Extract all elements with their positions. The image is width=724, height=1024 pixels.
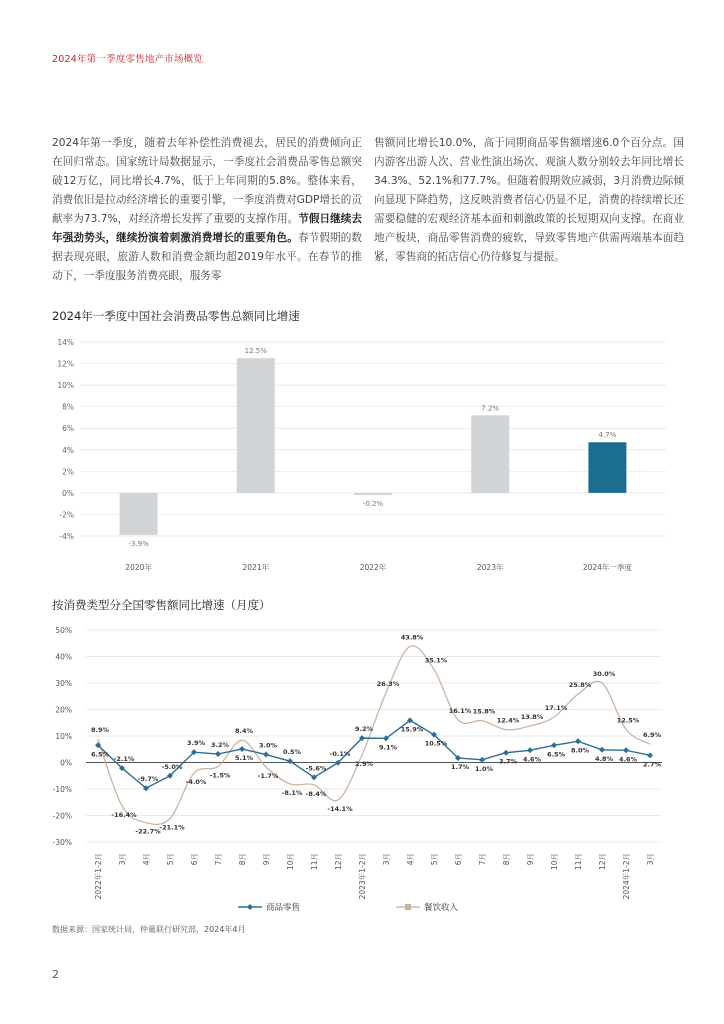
y-tick-label: 50% <box>55 626 72 635</box>
body-bold-highlight: 节假日继续去年强劲势头，继续扮演着刺激消费增长的重要角色。 <box>52 213 363 244</box>
legend-marker-goods <box>247 904 253 910</box>
series-line-catering <box>98 646 650 825</box>
bar-chart <box>0 330 724 600</box>
body-paragraph-start: 2024年第一季度，随着去年补偿性消费褪去，居民的消费倾向正在回归常态。国家统计局数据显示，一季度社会消费品零售总额突破12万亿，同比增长4.7%，低于上年同期的5.8%。整体来看，消费依旧是拉动经济增长的重要引擎，一季度消费对GDP增长的贡献率为73.7%，对经济增长发挥了重要的支撑作用。 <box>52 137 362 225</box>
series-label-goods: 10.5% <box>424 739 448 748</box>
y-tick-label: 0% <box>60 758 72 768</box>
series-label-goods: 3.0% <box>258 741 278 750</box>
page-number: 2 <box>52 968 59 981</box>
x-tick-label: 6月 <box>190 853 199 866</box>
x-tick-label: 2022年1-2月 <box>94 853 103 900</box>
series-label-goods: -2.1% <box>113 755 135 764</box>
y-tick-label: 6% <box>62 424 74 434</box>
series-marker-goods <box>479 757 485 763</box>
x-tick-label: 9月 <box>526 853 535 866</box>
body-paragraph-end: 春节假期的数据表现亮眼，旅游人数和消费金额均超2019年水平。在春节的推动下，一季度服务消费亮眼，服务零 <box>52 232 363 282</box>
series-label-catering: 26.3% <box>376 679 400 688</box>
line-chart <box>0 618 724 918</box>
bar-value-label: -3.9% <box>128 539 149 548</box>
body-text-left <box>52 134 362 286</box>
series-marker-goods <box>527 747 533 753</box>
x-tick-label: 8月 <box>238 853 247 866</box>
series-marker-goods <box>647 752 653 758</box>
series-label-goods: 0.5% <box>282 748 302 757</box>
series-marker-goods <box>623 747 629 753</box>
series-label-goods: -9.7% <box>137 775 159 784</box>
series-label-goods: 2.7% <box>642 760 662 769</box>
y-tick-label: 12% <box>57 359 74 369</box>
series-label-goods: -0.1% <box>329 749 351 758</box>
y-tick-label: 40% <box>55 652 72 662</box>
series-label-catering: 13.8% <box>520 712 544 721</box>
x-tick-label: 7月 <box>478 853 487 866</box>
x-tick-label: 3月 <box>118 853 127 866</box>
series-label-catering: -16.4% <box>111 810 137 819</box>
y-tick-label: 0% <box>62 488 74 498</box>
series-label-catering: -1.5% <box>209 771 231 780</box>
x-tick-label: 11月 <box>574 853 583 871</box>
x-tick-label: 10月 <box>286 853 295 871</box>
bar-value-label: 7.2% <box>481 404 500 413</box>
series-label-goods: 4.6% <box>618 755 638 764</box>
legend-marker-catering <box>405 904 411 910</box>
y-tick-label: 30% <box>55 679 72 688</box>
x-tick-label: 7月 <box>214 853 223 866</box>
series-label-catering: 35.1% <box>424 656 448 665</box>
series-label-catering: 8.9% <box>90 725 110 734</box>
series-label-catering: 43.8% <box>400 633 424 642</box>
y-tick-label: -2% <box>59 510 74 520</box>
x-tick-label: 4月 <box>142 853 151 866</box>
y-tick-label: -10% <box>52 785 72 794</box>
x-tick-label: 3月 <box>646 853 655 866</box>
x-tick-label: 2021年 <box>242 563 270 572</box>
x-tick-label: 2023年 <box>476 563 504 572</box>
bar <box>354 493 392 495</box>
x-tick-label: 2023年1-2月 <box>358 853 367 900</box>
x-tick-label: 2024年1-2月 <box>622 853 631 900</box>
series-marker-goods <box>263 752 269 758</box>
series-label-goods: 1.7% <box>450 762 470 771</box>
bar-value-label: 4.7% <box>598 431 617 440</box>
series-label-catering: 25.8% <box>568 681 592 690</box>
x-tick-label: 3月 <box>382 853 391 866</box>
series-label-goods: 4.8% <box>594 754 614 763</box>
series-label-goods: 3.2% <box>210 741 230 750</box>
x-tick-label: 6月 <box>454 853 463 866</box>
bar <box>588 442 626 493</box>
y-tick-label: 2% <box>62 467 74 477</box>
series-label-goods: 5.1% <box>234 753 254 762</box>
series-label-goods: 9.2% <box>354 725 374 734</box>
series-marker-goods <box>215 751 221 757</box>
series-line-goods <box>98 720 650 788</box>
x-tick-label: 8月 <box>502 853 511 866</box>
series-label-goods: 6.5% <box>90 750 110 759</box>
series-marker-goods <box>599 747 605 753</box>
series-marker-goods <box>239 746 245 752</box>
bar-value-label: 12.5% <box>244 347 267 356</box>
x-tick-label: 2020年 <box>125 563 152 572</box>
y-tick-label: 4% <box>62 445 74 455</box>
y-tick-label: -20% <box>52 811 72 821</box>
series-label-catering: -8.4% <box>305 789 327 798</box>
series-label-goods: 15.9% <box>400 725 424 734</box>
series-label-catering: 6.9% <box>642 731 662 740</box>
x-tick-label: 4月 <box>406 853 415 866</box>
series-label-catering: 17.1% <box>544 704 568 713</box>
x-tick-label: 9月 <box>262 853 271 866</box>
chart1-title: 2024年一季度中国社会消费品零售总额同比增速 <box>52 309 300 323</box>
y-tick-label: 20% <box>55 705 72 715</box>
series-label-catering: -22.7% <box>135 827 161 836</box>
series-label-catering: -8.1% <box>281 788 303 797</box>
x-tick-label: 5月 <box>166 853 175 866</box>
legend-label-goods: 商品零售 <box>266 903 301 913</box>
y-tick-label: -4% <box>59 532 74 541</box>
x-tick-label: 12月 <box>598 853 607 871</box>
x-tick-label: 5月 <box>430 853 439 866</box>
y-tick-label: 14% <box>57 338 74 347</box>
y-tick-label: 8% <box>62 402 74 412</box>
series-label-catering: -1.7% <box>257 772 279 781</box>
series-label-catering: 30.0% <box>592 670 616 678</box>
bar-value-label: -0.2% <box>362 500 384 509</box>
y-tick-label: 10% <box>57 381 74 391</box>
series-label-goods: 8.0% <box>570 746 590 755</box>
series-label-catering: 2.9% <box>354 759 374 768</box>
series-marker-goods <box>503 750 509 756</box>
series-label-goods: 3.9% <box>186 739 206 748</box>
series-marker-goods <box>551 742 557 748</box>
series-label-goods: -5.0% <box>161 762 183 771</box>
series-label-catering: -21.1% <box>159 823 185 832</box>
y-tick-label: -30% <box>52 838 72 847</box>
series-label-goods: 6.5% <box>546 750 566 759</box>
data-source-note: 数据来源：国家统计局，仲量联行研究部，2024年4月 <box>52 925 246 934</box>
x-tick-label: 12月 <box>334 853 343 871</box>
series-label-catering: 12.5% <box>616 716 640 725</box>
series-label-goods: 1.0% <box>474 764 494 773</box>
series-label-catering: 16.1% <box>448 706 472 715</box>
y-tick-label: 10% <box>55 732 72 741</box>
series-label-catering: 12.4% <box>496 716 520 725</box>
x-tick-label: 2022年 <box>359 563 387 572</box>
chart2-title: 按消费类型分全国零售额同比增速（月度） <box>52 598 271 612</box>
series-label-catering: 8.4% <box>234 727 254 736</box>
series-label-goods: -5.6% <box>305 764 327 773</box>
legend-label-catering: 餐饮收入 <box>424 903 459 913</box>
header-title: 2024年第一季度零售地产市场概览 <box>52 54 204 65</box>
series-label-catering: -4.0% <box>185 778 207 787</box>
series-label-goods: 3.7% <box>498 757 518 766</box>
series-label-catering: -14.1% <box>327 804 353 813</box>
series-marker-goods <box>575 738 581 744</box>
series-label-goods: 4.6% <box>522 755 542 764</box>
x-tick-label: 10月 <box>550 853 559 871</box>
series-label-goods: 9.1% <box>378 743 398 752</box>
bar <box>471 415 509 493</box>
x-tick-label: 2024年一季度 <box>582 563 632 572</box>
body-text-right: 售额同比增长10.0%，高于同期商品零售额增速6.0个百分点。国内游客出游人次、营业性演出场次、观演人数分别较去年同比增长34.3%、52.1%和77.7%。但随着假期效应减弱，3月消费边际倾向显现下降趋势，这反映消费者信心仍显不足，消费的持续增长还需要稳健的宏观经济基本面和刺激政策的长短期双向支撑。在商业地产板块，商品零售消费的疲软，导致零售地产供需两端基本面趋紧，零售商的拓店信心仍待修复与提振。 <box>374 137 684 263</box>
bar <box>120 493 158 535</box>
x-tick-label: 11月 <box>310 853 319 871</box>
series-label-catering: 15.8% <box>472 707 496 716</box>
bar <box>237 358 275 493</box>
